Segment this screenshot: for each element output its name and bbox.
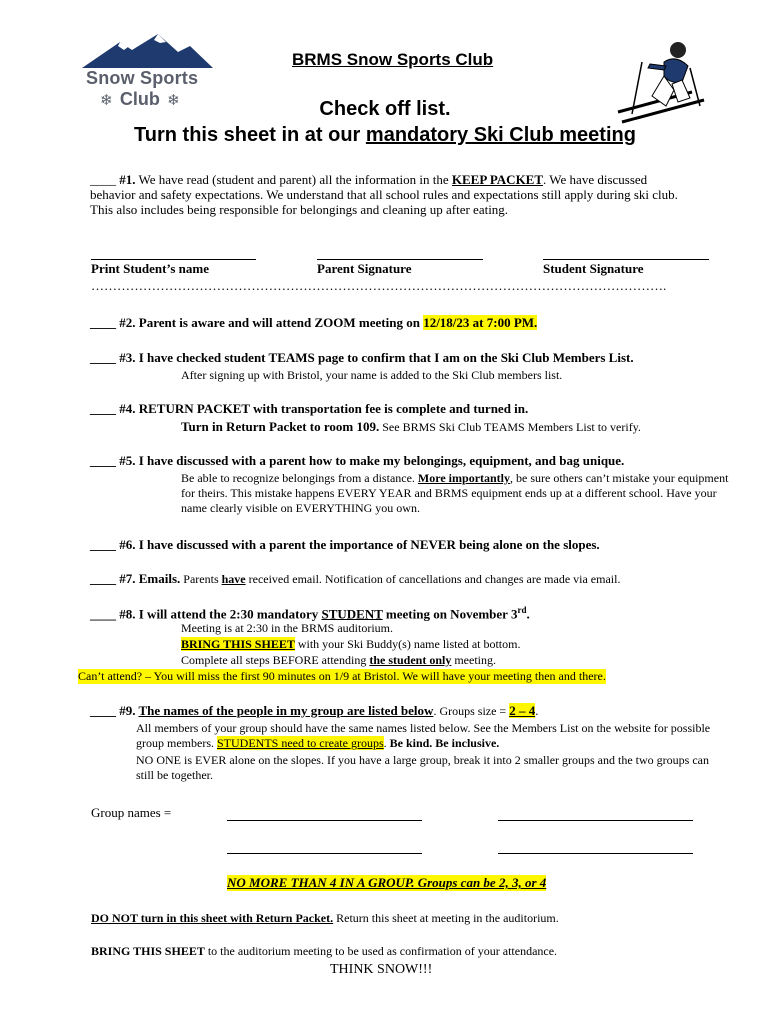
student: STUDENT [321, 606, 383, 622]
item-label: ____ #9. [90, 703, 139, 718]
group-names-label: Group names = [91, 805, 172, 820]
item-8-line-1: Meeting is at 2:30 in the BRMS auditorium. [181, 621, 393, 635]
page-heading: Check off list. [319, 98, 451, 120]
mountain-icon [80, 30, 215, 70]
snowflake-icon: ❄ [100, 93, 113, 109]
group-size: 2 – 4 [509, 703, 536, 718]
signature-line-student-name[interactable] [91, 259, 256, 260]
do-not-turn-in: DO NOT turn in this sheet with Return Packet. [91, 911, 334, 925]
item-text: received email. Notification of cancellations and changes are made via email. [245, 572, 621, 586]
item-text: ____ #2. Parent is aware and will attend ZOOM meeting on [90, 315, 424, 330]
group-name-line-1[interactable] [227, 820, 422, 821]
checklist-item-4: ____ #4. RETURN PACKET with transportation fee is complete and turned in. [90, 401, 529, 416]
item-text: . [383, 736, 390, 750]
item-text: Be able to recognize belongings from a distance. [181, 471, 418, 485]
item-8-line-2 [181, 637, 520, 652]
group-name-line-4[interactable] [498, 853, 693, 854]
item-text: See BRMS Ski Club TEAMS Members List to verify. [379, 420, 641, 434]
item-text: meeting on November 3 [382, 606, 518, 622]
item-text: Complete all steps BEFORE attending [181, 653, 370, 667]
checkbox-blank[interactable]: ____ [90, 172, 116, 187]
zoom-date: 12/18/23 at 7:00 PM. [423, 315, 538, 330]
checklist-item-9 [90, 703, 538, 719]
bring-this-sheet: BRING THIS SHEET [181, 637, 295, 651]
cant-attend-warning: Can’t attend? – You will miss the first 90 minutes on 1/9 at Bristol. We will have your meeting then and there. [78, 669, 606, 683]
item-text: Parents [180, 572, 222, 586]
snowflake-icon: ❄ [167, 93, 180, 109]
signature-line-student[interactable] [543, 259, 709, 260]
student-only: the student only [369, 653, 452, 667]
logo-line2: Club [119, 89, 160, 109]
item-text: . We have discussed behavior and safety expectations. We understand that all school rules and expectations still apply during ski club. This also includes being responsible for belongings and cleaning up after eating. [90, 172, 678, 217]
page-subheading [0, 124, 770, 147]
logo-line1: Snow Sports [86, 68, 199, 88]
create-groups: STUDENTS need to create groups [216, 736, 384, 750]
item-text: ____ #8. I will attend the 2:30 mandatory [90, 606, 322, 622]
subheading-text: Turn this sheet in at our [134, 124, 366, 146]
item-text: Return this sheet at meeting in the auditorium. [333, 911, 559, 925]
checklist-item-2 [90, 315, 537, 330]
item-text: We have read (student and parent) all the information in the [135, 172, 452, 187]
group-name-line-3[interactable] [227, 853, 422, 854]
group-limit-notice: NO MORE THAN 4 IN A GROUP. Groups can be 2, 3, or 4 [227, 875, 547, 890]
item-label: ____ #7. Emails. [90, 571, 181, 586]
more-importantly: More importantly [417, 471, 511, 485]
item-text: , be sure others can’t mistake your equipment for theirs. This mistake happens EVERY YEAR and BRMS equipment ends up at a different school. Have your name clearly visible on EVERYTHING you own. [181, 471, 729, 515]
have: have [221, 572, 246, 586]
label-parent-signature: Parent Signature [317, 261, 412, 276]
item-text: to the auditorium meeting to be used as confirmation of your attendance. [204, 944, 558, 958]
club-title: BRMS Snow Sports Club [292, 50, 494, 69]
item-9-paragraph-2: NO ONE is EVER alone on the slopes. If you have a large group, break it into 2 smaller groups and the two groups can still be together. [136, 753, 709, 782]
item-text: . Groups size = [433, 704, 510, 718]
checklist-item-7 [90, 571, 620, 587]
checklist-item-6: ____ #6. I have discussed with a parent the importance of NEVER being alone on the slopes. [90, 537, 600, 552]
footer-line-2 [91, 943, 557, 959]
be-kind: Be kind. Be inclusive. [389, 736, 500, 750]
footer-line-1 [91, 910, 559, 926]
bring-this-sheet: BRING THIS SHEET [91, 944, 205, 958]
item-text: . [526, 606, 530, 622]
subheading-underlined: mandatory Ski Club meeting [365, 124, 636, 146]
return-room: Turn in Return Packet to room 109. [181, 419, 380, 434]
item-4-note [181, 419, 641, 435]
item-3-note: After signing up with Bristol, your name is added to the Ski Club members list. [181, 368, 563, 382]
checklist-item-8 [90, 603, 530, 621]
label-student-signature: Student Signature [543, 261, 644, 276]
item-5-note [181, 471, 731, 516]
signature-line-parent[interactable] [317, 259, 483, 260]
item-text: All members of your group should have the same names listed below. See the Members List on the website for possible group members. [136, 721, 711, 750]
label-print-student-name: Print Student’s name [91, 261, 209, 276]
item-number: #1. [119, 172, 136, 187]
item-8-line-3 [181, 653, 496, 668]
item-title: The names of the people in my group are listed below [138, 703, 434, 718]
dotted-divider: ……………………………………………………………………………………………………………………. [91, 278, 667, 293]
think-snow: THINK SNOW!!! [330, 962, 433, 977]
item-text: with your Ski Buddy(s) name listed at bottom. [294, 637, 521, 651]
item-text: meeting. [451, 653, 496, 667]
checklist-item-5: ____ #5. I have discussed with a parent how to make my belongings, equipment, and bag unique. [90, 453, 625, 468]
group-name-line-2[interactable] [498, 820, 693, 821]
item-text: . [535, 703, 539, 718]
checklist-item-1 [90, 172, 690, 217]
keep-packet: KEEP PACKET [451, 172, 544, 187]
checklist-item-3: ____ #3. I have checked student TEAMS page to confirm that I am on the Ski Club Members List. [90, 350, 634, 365]
item-9-paragraph-1 [136, 721, 726, 751]
superscript: rd [517, 605, 527, 615]
